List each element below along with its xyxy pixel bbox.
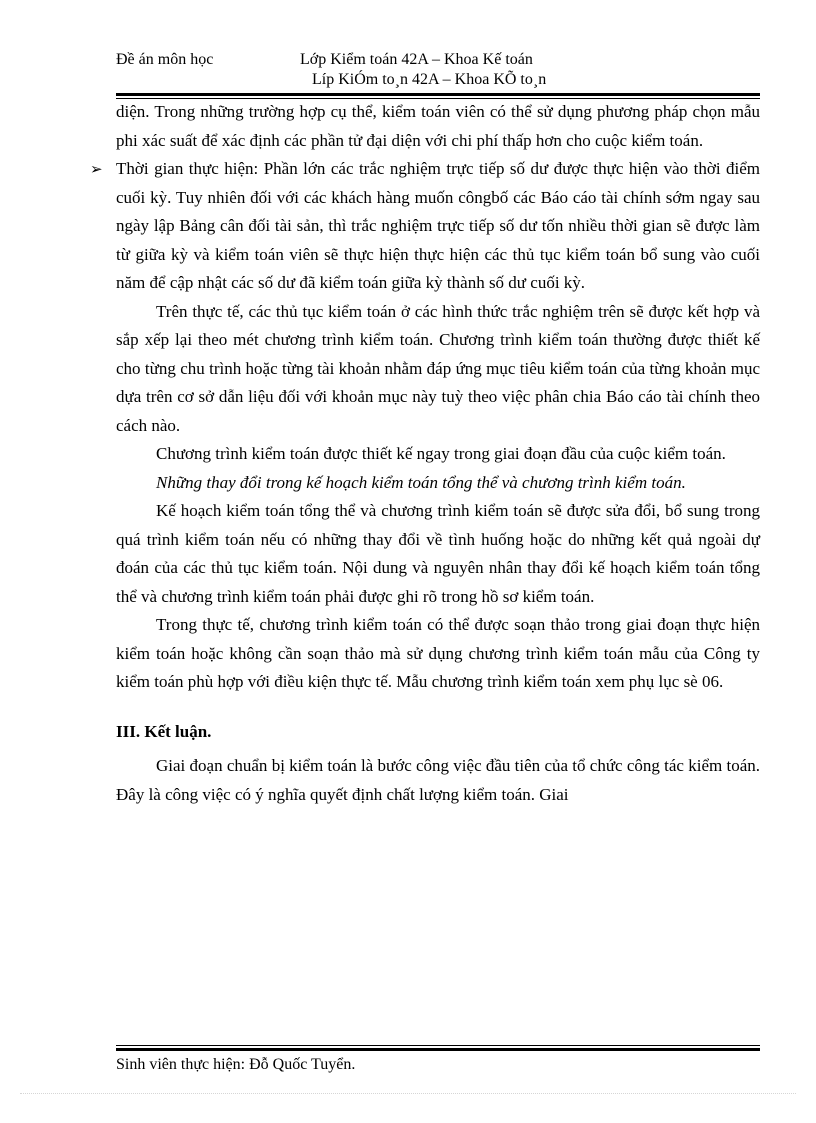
paragraph-5: Trong thực tế, chương trình kiểm toán có thể được soạn thảo trong giai đoạn thực hiện kiểm toán hoặc không cần soạn thảo mà sử dụng chương trình kiểm toán mẫu của Công ty kiểm toán phù hợp với điều kiện thực tế. Mẫu chương trình kiểm toán xem phụ lục sè 06. — [116, 615, 760, 691]
page-footer: Sinh viên thực hiện: Đỗ Quốc Tuyển. — [116, 1056, 356, 1073]
paragraph-2: Trên thực tế, các thủ tục kiểm toán ở các hình thức trắc nghiệm trên sẽ được kết hợp và sắp xếp lại theo mét chương trình kiểm toán. Chương trình kiểm toán thường được thiết kế cho từng chu trình hoặc từng tài khoản nhằm đáp ứng mục tiêu kiểm toán của từng khoản mục dựa trên cơ sở dẫn liệu đối với khoản mục này tuỳ theo việc phân chia Báo cáo tài chính theo cách nào. — [116, 301, 760, 435]
header-divider — [116, 93, 760, 96]
header-class-line-garbled: Líp KiÓm to¸n 42A – Khoa KÕ to¸n — [312, 71, 547, 88]
bullet-text: Thời gian thực hiện: Phần lớn các trắc nghiệm trực tiếp số dư được thực hiện vào thời điểm cuối kỳ. Tuy nhiên đối với các khách hàng muốn côngbố các Báo cáo tài chính sớm ngay sau ngày lập Bảng cân đối tài sản, thì trắc nghiệm trực tiếp số dư tốn nhiều thời gian sẽ được làm từ giữa kỳ và kiểm toán viên sẽ thực hiện thực hiện các thủ tục kiểm toán bổ sung vào cuối năm để cập nhật các số dư đã kiểm toán giữa kỳ thành số dư cuối kỳ. — [116, 159, 760, 292]
paragraph-3: Chương trình kiểm toán được thiết kế ngay trong giai đoạn đầu của cuộc kiểm toán. — [156, 444, 726, 463]
bullet-item — [90, 155, 760, 298]
paragraph-1: diện. Trong những trường hợp cụ thể, kiểm toán viên có thể sử dụng phương pháp chọn mẫu phi xác suất để xác định các phần tử đại diện với chi phí thấp hơn cho cuộc kiểm toán. — [116, 102, 760, 150]
arrow-bullet-icon: ➢ — [90, 160, 103, 178]
italic-heading: Những thay đổi trong kế hoạch kiểm toán tổng thể và chương trình kiểm toán. — [156, 472, 686, 492]
header-class-line: Lớp Kiểm toán 42A – Khoa Kế toán — [300, 51, 533, 68]
section-heading: III. Kết luận. — [116, 721, 212, 741]
header-subject: Đề án môn học — [116, 51, 214, 68]
paragraph-4: Kế hoạch kiểm toán tổng thể và chương trình kiểm toán sẽ được sửa đổi, bổ sung trong quá trình kiểm toán nếu có những thay đổi về tình huống hoặc do những kết quả ngoài dự đoán của các thủ tục kiểm toán. Nội dung và nguyên nhân thay đổi kế hoạch kiểm toán tổng thể và chương trình kiểm toán phải được ghi rõ trong hồ sơ kiểm toán. — [116, 501, 760, 606]
paragraph-6: Giai đoạn chuẩn bị kiểm toán là bước công việc đầu tiên của tổ chức công tác kiểm toán. Đây là công việc có ý nghĩa quyết định chất lượng kiểm toán. Giai — [116, 756, 760, 804]
page-edge — [20, 1093, 796, 1094]
footer-divider — [116, 1045, 760, 1046]
document-body — [90, 98, 760, 809]
